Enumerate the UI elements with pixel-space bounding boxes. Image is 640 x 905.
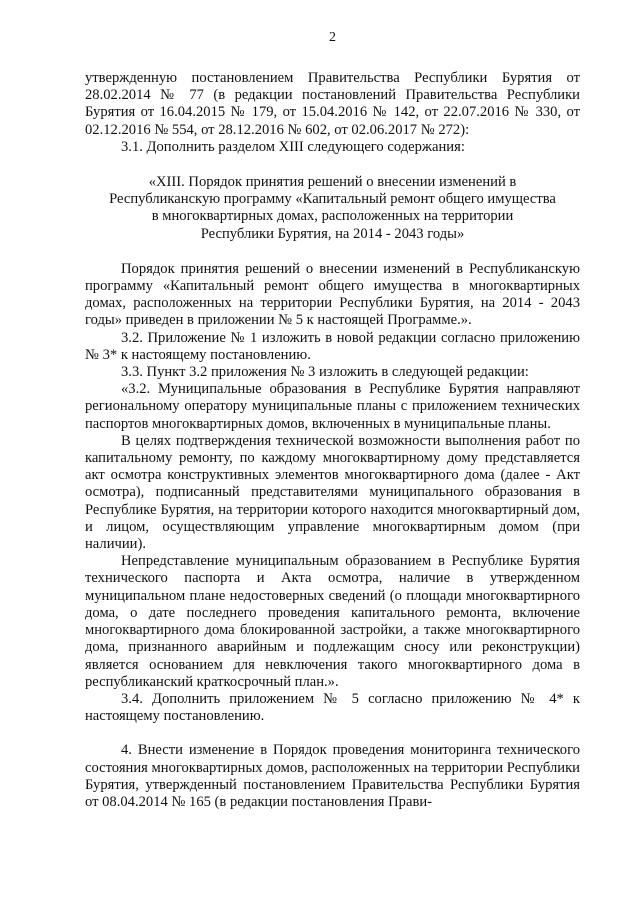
paragraph-confirm: В целях подтверждения технической возможности выполнения работ по капитальному ремонту, по каждому многоквартирному дому представляется акт осмотра конструктивных элементов многоквартирного дома (далее - Акт осмотра), подписанный представителями муниципального образования в Республике Бурятия, на территории которого находится многоквартирный дом, и лицом, осуществляющим управление многоквартирным домом (при наличии). (85, 432, 580, 553)
paragraph-order: Порядок принятия решений о внесении изменений в Республиканскую программу «Капитальный ремонт общего имущества в многоквартирных домах, расположенных на территории Республики Бурятия, на 2014 - 2043 годы» приведен в приложении № 5 к настоящей Программе.». (85, 260, 580, 329)
paragraph-3-4: 3.4. Дополнить приложением № 5 согласно приложению № 4* к настоящему постановлению. (85, 690, 580, 725)
paragraph-3-1: 3.1. Дополнить разделом XIII следующего содержания: (121, 138, 465, 155)
section-title-line: Республиканскую программу «Капитальный ремонт общего имущества (109, 191, 556, 208)
paragraph-4: 4. Внести изменение в Порядок проведения мониторинга технического состояния многоквартирных домов, расположенных на территории Республики Бурятия, утвержденный постановлением Правительства Республики Бурятия от 08.04.2014 № 165 (в редакции постановления Прави- (85, 742, 580, 810)
section-title (85, 174, 580, 243)
page-number: 2 (329, 30, 336, 45)
section-title-line: Республики Бурятия, на 2014 - 2043 годы» (200, 225, 465, 242)
paragraph-intro: утвержденную постановлением Правительства Республики Бурятия от 28.02.2014 № 77 (в редакции постановлений Правительства Республики Бурятия от 16.04.2015 № 179, от 15.04.2016 № 142, от 22.07.2016 № 330, от 02.12.2016 № 554, от 28.12.2016 № 602, от 02.06.2017 № 272): (85, 70, 580, 138)
paragraph-3-2: 3.2. Приложение № 1 изложить в новой редакции согласно приложению № 3* к настоящему постановлению. (85, 329, 580, 363)
section-title-line: в многоквартирных домах, расположенных на территории (151, 208, 514, 225)
paragraph-3-3: 3.3. Пункт 3.2 приложения № 3 изложить в следующей редакции: (121, 364, 529, 381)
paragraph-quote-3-2: «3.2. Муниципальные образования в Республике Бурятия направляют региональному оператору муниципальные планы с приложением технических паспортов многоквартирных домов, включенных в муниципальные планы. (85, 381, 580, 432)
paragraph-spacer (85, 725, 580, 742)
section-title-line: «XIII. Порядок принятия решений о внесении изменений в (148, 174, 517, 191)
paragraph-failure: Непредставление муниципальным образованием в Республике Бурятия технического паспорта и Акта осмотра, наличие в утвержденном муниципальном плане недостоверных сведений (о площади многоквартирного дома, о дате последнего проведения капитального ремонта, включение многоквартирного дома блокированной застройки, а также многоквартирного дома, признанного аварийным и подлежащим сносу или реконструкции) является основанием для невключения такого многоквартирного дома в республиканский краткосрочный план.». (85, 553, 580, 690)
